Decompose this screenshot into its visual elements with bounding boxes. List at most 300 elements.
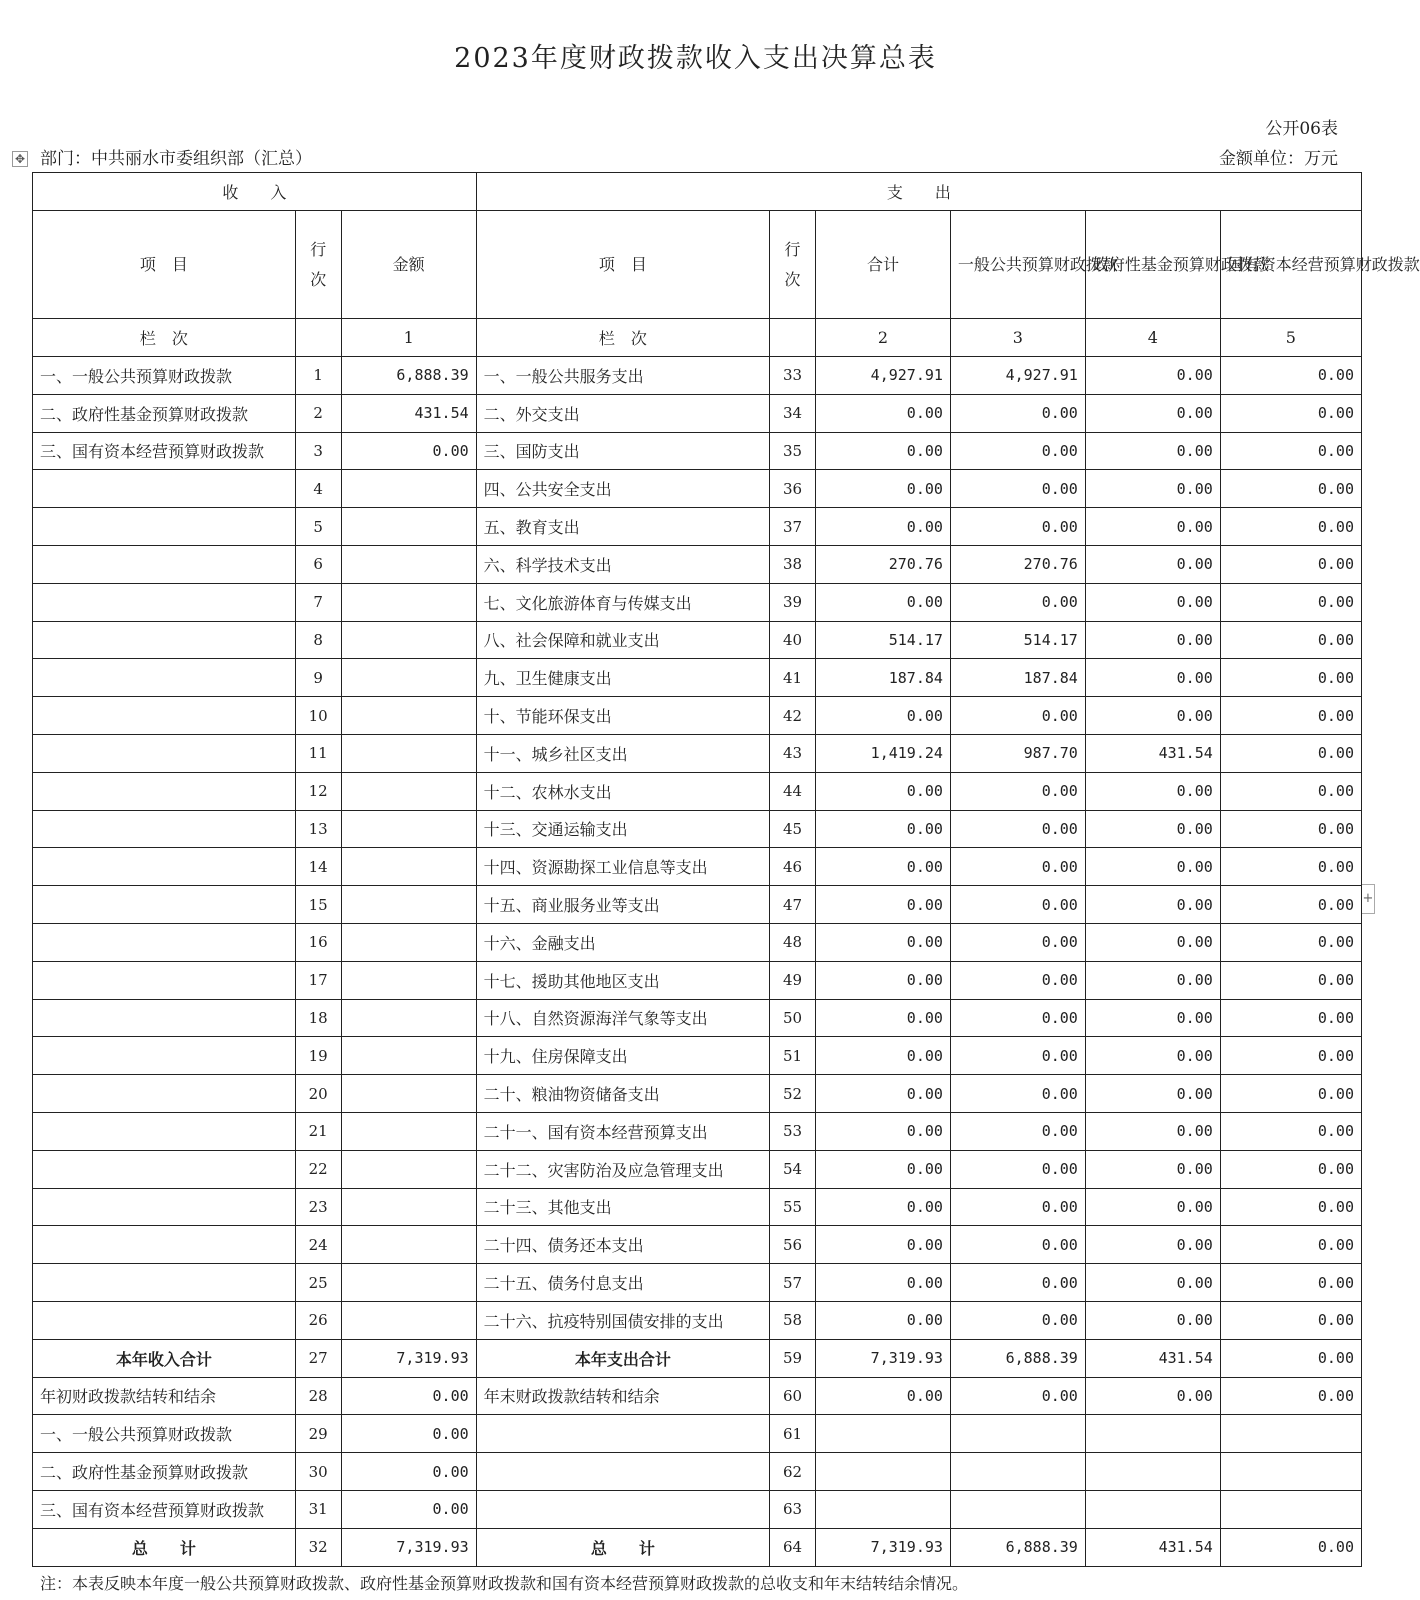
expense-item-cell: 年末财政拨款结转和结余 (476, 1377, 769, 1415)
income-amount-cell (341, 1226, 476, 1264)
income-amount-cell (341, 508, 476, 546)
expense-total-cell: 0.00 (816, 1301, 951, 1339)
income-amount-header: 金额 (341, 211, 476, 319)
income-row-no-cell: 30 (295, 1453, 341, 1491)
state-capital-cell: 0.00 (1220, 886, 1361, 924)
expense-total-cell: 0.00 (816, 508, 951, 546)
expense-total-cell: 0.00 (816, 470, 951, 508)
table-row (33, 583, 1362, 621)
general-budget-cell: 6,888.39 (950, 1528, 1085, 1566)
general-budget-cell: 0.00 (950, 432, 1085, 470)
expense-total-cell: 0.00 (816, 886, 951, 924)
gov-fund-cell (1085, 1415, 1220, 1453)
column-number-4: 4 (1085, 319, 1220, 357)
table-note: 注：本表反映本年度一般公共预算财政拨款、政府性基金预算财政拨款和国有资本经营预算财政拨款的总收支和年末结转结余情况。 (40, 1574, 969, 1593)
expense-total-cell: 0.00 (816, 1075, 951, 1113)
general-budget-cell: 187.84 (950, 659, 1085, 697)
column-number-row (33, 319, 1362, 357)
table-row (33, 848, 1362, 886)
expense-row-no-cell: 44 (770, 772, 816, 810)
income-item-cell (33, 583, 296, 621)
expense-total-cell: 0.00 (816, 999, 951, 1037)
income-item-cell (33, 508, 296, 546)
expense-total-cell: 0.00 (816, 961, 951, 999)
expense-total-cell: 0.00 (816, 810, 951, 848)
general-budget-cell: 0.00 (950, 583, 1085, 621)
income-item-cell: 二、政府性基金预算财政拨款 (33, 1453, 296, 1491)
income-item-cell (33, 1188, 296, 1226)
expense-item-cell: 十五、商业服务业等支出 (476, 886, 769, 924)
expense-total-cell: 0.00 (816, 432, 951, 470)
gov-fund-cell: 0.00 (1085, 1264, 1220, 1302)
income-row-no-cell: 24 (295, 1226, 341, 1264)
expense-item-cell: 四、公共安全支出 (476, 470, 769, 508)
expense-row-no-cell: 63 (770, 1490, 816, 1528)
income-column-label: 栏 次 (33, 319, 296, 357)
general-budget-cell: 0.00 (950, 1377, 1085, 1415)
income-amount-cell (341, 583, 476, 621)
income-item-cell (33, 621, 296, 659)
income-item-cell (33, 1150, 296, 1188)
state-capital-cell: 0.00 (1220, 545, 1361, 583)
state-capital-cell: 0.00 (1220, 1528, 1361, 1566)
income-item-cell: 三、国有资本经营预算财政拨款 (33, 432, 296, 470)
expense-item-cell: 十四、资源勘探工业信息等支出 (476, 848, 769, 886)
table-row (33, 1037, 1362, 1075)
expense-row-no-cell: 52 (770, 1075, 816, 1113)
income-row-no-cell: 25 (295, 1264, 341, 1302)
income-item-cell: 一、一般公共预算财政拨款 (33, 1415, 296, 1453)
state-capital-cell: 0.00 (1220, 1226, 1361, 1264)
expense-row-no-cell: 45 (770, 810, 816, 848)
income-row-no-cell: 13 (295, 810, 341, 848)
expense-row-no-cell: 46 (770, 848, 816, 886)
income-amount-cell (341, 810, 476, 848)
expense-total-cell: 0.00 (816, 1112, 951, 1150)
state-capital-cell: 0.00 (1220, 999, 1361, 1037)
income-amount-cell (341, 697, 476, 735)
state-capital-cell: 0.00 (1220, 772, 1361, 810)
expense-row-no-cell: 56 (770, 1226, 816, 1264)
expense-row-no-cell: 34 (770, 394, 816, 432)
expense-total-cell: 0.00 (816, 1264, 951, 1302)
expense-total-cell: 0.00 (816, 697, 951, 735)
income-item-cell (33, 1037, 296, 1075)
income-row-no-cell: 18 (295, 999, 341, 1037)
general-budget-cell: 0.00 (950, 697, 1085, 735)
income-row-no-cell: 14 (295, 848, 341, 886)
expense-total-cell: 0.00 (816, 848, 951, 886)
state-capital-cell: 0.00 (1220, 432, 1361, 470)
general-budget-cell: 0.00 (950, 394, 1085, 432)
state-capital-cell: 0.00 (1220, 470, 1361, 508)
general-budget-cell: 6,888.39 (950, 1339, 1085, 1377)
income-item-cell (33, 1264, 296, 1302)
table-row (33, 1415, 1362, 1453)
income-row-no-cell: 23 (295, 1188, 341, 1226)
gov-fund-cell: 0.00 (1085, 1037, 1220, 1075)
expense-total-cell: 1,419.24 (816, 734, 951, 772)
expense-total-cell: 0.00 (816, 923, 951, 961)
column-number-1: 1 (341, 319, 476, 357)
expense-row-no-cell: 51 (770, 1037, 816, 1075)
income-row-no-cell: 20 (295, 1075, 341, 1113)
expense-row-no-cell: 33 (770, 357, 816, 395)
page-title: 2023年度财政拨款收入支出决算总表 (454, 43, 937, 74)
expense-item-cell (476, 1453, 769, 1491)
state-capital-cell: 0.00 (1220, 1150, 1361, 1188)
state-capital-cell: 0.00 (1220, 1339, 1361, 1377)
income-row-no-cell: 5 (295, 508, 341, 546)
table-row (33, 1490, 1362, 1528)
state-capital-cell: 0.00 (1220, 734, 1361, 772)
state-capital-cell: 0.00 (1220, 357, 1361, 395)
income-item-cell (33, 886, 296, 924)
expense-item-cell: 五、教育支出 (476, 508, 769, 546)
expense-row-no-header: 行次 (770, 211, 816, 319)
expense-total-cell (816, 1490, 951, 1528)
gov-fund-cell: 0.00 (1085, 848, 1220, 886)
state-capital-cell: 0.00 (1220, 961, 1361, 999)
general-budget-cell: 0.00 (950, 1226, 1085, 1264)
gov-fund-cell: 0.00 (1085, 394, 1220, 432)
expense-row-no-cell: 59 (770, 1339, 816, 1377)
expense-item-cell: 九、卫生健康支出 (476, 659, 769, 697)
general-budget-cell: 0.00 (950, 772, 1085, 810)
expense-row-no-cell: 61 (770, 1415, 816, 1453)
income-item-cell: 一、一般公共预算财政拨款 (33, 357, 296, 395)
gov-fund-cell: 0.00 (1085, 961, 1220, 999)
general-budget-cell (950, 1415, 1085, 1453)
expense-total-cell: 270.76 (816, 545, 951, 583)
table-row (33, 961, 1362, 999)
income-amount-cell: 6,888.39 (341, 357, 476, 395)
expense-row-no-cell: 48 (770, 923, 816, 961)
expense-item-cell: 总 计 (476, 1528, 769, 1566)
income-amount-cell (341, 923, 476, 961)
state-capital-cell: 0.00 (1220, 394, 1361, 432)
expense-row-no-cell: 37 (770, 508, 816, 546)
state-capital-cell: 0.00 (1220, 1075, 1361, 1113)
income-amount-cell (341, 1075, 476, 1113)
expense-item-cell: 二十四、债务还本支出 (476, 1226, 769, 1264)
expense-row-no-cell: 40 (770, 621, 816, 659)
expense-row-no-cell: 58 (770, 1301, 816, 1339)
state-capital-cell: 0.00 (1220, 508, 1361, 546)
state-capital-cell: 0.00 (1220, 1112, 1361, 1150)
expense-row-no-cell: 42 (770, 697, 816, 735)
expense-item-cell: 二十三、其他支出 (476, 1188, 769, 1226)
income-amount-cell (341, 1301, 476, 1339)
income-row-no-cell: 8 (295, 621, 341, 659)
income-item-cell (33, 848, 296, 886)
income-item-cell: 年初财政拨款结转和结余 (33, 1377, 296, 1415)
unit-label: 金额单位：万元 (1219, 149, 1338, 169)
gov-fund-cell: 0.00 (1085, 772, 1220, 810)
income-amount-cell: 0.00 (341, 1453, 476, 1491)
expense-row-no-cell: 50 (770, 999, 816, 1037)
gov-fund-cell: 0.00 (1085, 1301, 1220, 1339)
expense-total-cell: 187.84 (816, 659, 951, 697)
income-item-cell (33, 1226, 296, 1264)
income-row-no-cell: 21 (295, 1112, 341, 1150)
expense-total-cell: 0.00 (816, 583, 951, 621)
expense-item-cell: 六、科学技术支出 (476, 545, 769, 583)
empty-cell (770, 319, 816, 357)
expense-item-cell: 十八、自然资源海洋气象等支出 (476, 999, 769, 1037)
income-item-cell (33, 772, 296, 810)
table-row (33, 1301, 1362, 1339)
income-item-cell: 二、政府性基金预算财政拨款 (33, 394, 296, 432)
income-amount-cell (341, 470, 476, 508)
expense-item-cell: 十二、农林水支出 (476, 772, 769, 810)
empty-cell (295, 319, 341, 357)
general-budget-cell: 0.00 (950, 1188, 1085, 1226)
income-row-no-cell: 28 (295, 1377, 341, 1415)
income-item-cell: 本年收入合计 (33, 1339, 296, 1377)
general-budget-cell: 0.00 (950, 470, 1085, 508)
income-item-cell (33, 470, 296, 508)
expense-row-no-cell: 41 (770, 659, 816, 697)
expense-row-no-cell: 55 (770, 1188, 816, 1226)
gov-fund-header: 政府性基金预算财政拨款 (1085, 211, 1220, 319)
income-amount-cell (341, 545, 476, 583)
state-capital-cell: 0.00 (1220, 659, 1361, 697)
expense-item-cell: 八、社会保障和就业支出 (476, 621, 769, 659)
income-item-cell (33, 810, 296, 848)
state-capital-cell (1220, 1490, 1361, 1528)
expense-item-cell: 三、国防支出 (476, 432, 769, 470)
income-amount-cell (341, 1150, 476, 1188)
state-capital-header: 国有资本经营预算财政拨款 (1220, 211, 1361, 319)
table-row (33, 1188, 1362, 1226)
income-row-no-cell: 22 (295, 1150, 341, 1188)
income-amount-cell: 7,319.93 (341, 1339, 476, 1377)
gov-fund-cell: 0.00 (1085, 697, 1220, 735)
income-amount-cell (341, 1037, 476, 1075)
add-column-icon[interactable]: + (1361, 884, 1375, 914)
state-capital-cell: 0.00 (1220, 848, 1361, 886)
general-budget-cell: 0.00 (950, 999, 1085, 1037)
income-row-no-cell: 19 (295, 1037, 341, 1075)
table-row (33, 734, 1362, 772)
income-amount-cell: 0.00 (341, 432, 476, 470)
general-budget-cell: 0.00 (950, 961, 1085, 999)
table-row (33, 470, 1362, 508)
gov-fund-cell: 0.00 (1085, 1075, 1220, 1113)
expense-item-cell: 二十六、抗疫特别国债安排的支出 (476, 1301, 769, 1339)
gov-fund-cell: 0.00 (1085, 1150, 1220, 1188)
expense-total-cell (816, 1415, 951, 1453)
general-budget-cell: 0.00 (950, 886, 1085, 924)
expense-row-no-cell: 36 (770, 470, 816, 508)
income-amount-cell (341, 848, 476, 886)
expense-row-no-cell: 53 (770, 1112, 816, 1150)
table-row (33, 923, 1362, 961)
expense-row-no-cell: 35 (770, 432, 816, 470)
state-capital-cell: 0.00 (1220, 697, 1361, 735)
gov-fund-cell: 0.00 (1085, 508, 1220, 546)
income-amount-cell (341, 621, 476, 659)
income-amount-cell (341, 961, 476, 999)
income-amount-cell (341, 1112, 476, 1150)
gov-fund-cell: 0.00 (1085, 432, 1220, 470)
income-amount-cell (341, 999, 476, 1037)
income-item-cell: 三、国有资本经营预算财政拨款 (33, 1490, 296, 1528)
expense-item-cell: 二、外交支出 (476, 394, 769, 432)
income-row-no-cell: 12 (295, 772, 341, 810)
table-row (33, 1112, 1362, 1150)
expense-item-cell: 一、一般公共服务支出 (476, 357, 769, 395)
gov-fund-cell: 0.00 (1085, 1226, 1220, 1264)
expense-item-cell: 二十一、国有资本经营预算支出 (476, 1112, 769, 1150)
income-item-cell (33, 697, 296, 735)
income-row-no-cell: 26 (295, 1301, 341, 1339)
expense-total-cell: 4,927.91 (816, 357, 951, 395)
general-budget-cell: 0.00 (950, 1150, 1085, 1188)
general-budget-cell (950, 1490, 1085, 1528)
expense-row-no-cell: 57 (770, 1264, 816, 1302)
table-row (33, 1377, 1362, 1415)
income-row-no-cell: 15 (295, 886, 341, 924)
gov-fund-cell: 0.00 (1085, 659, 1220, 697)
expense-item-cell: 二十五、债务付息支出 (476, 1264, 769, 1302)
group-header-row (33, 173, 1362, 211)
income-row-no-cell: 29 (295, 1415, 341, 1453)
income-item-cell (33, 1301, 296, 1339)
expense-item-cell: 十九、住房保障支出 (476, 1037, 769, 1075)
column-number-3: 3 (950, 319, 1085, 357)
table-row (33, 1453, 1362, 1491)
expense-total-cell (816, 1453, 951, 1491)
general-budget-cell: 987.70 (950, 734, 1085, 772)
general-budget-cell: 0.00 (950, 1075, 1085, 1113)
income-group-header: 收 入 (33, 173, 477, 211)
expense-total-cell: 7,319.93 (816, 1528, 951, 1566)
income-item-cell (33, 923, 296, 961)
gov-fund-cell: 0.00 (1085, 545, 1220, 583)
table-row (33, 999, 1362, 1037)
expense-total-cell: 0.00 (816, 1226, 951, 1264)
state-capital-cell: 0.00 (1220, 923, 1361, 961)
expense-row-no-cell: 49 (770, 961, 816, 999)
income-amount-cell: 0.00 (341, 1490, 476, 1528)
general-budget-cell: 0.00 (950, 810, 1085, 848)
income-row-no-cell: 11 (295, 734, 341, 772)
table-row (33, 1226, 1362, 1264)
income-amount-cell (341, 886, 476, 924)
income-row-no-cell: 4 (295, 470, 341, 508)
expense-item-cell: 二十、粮油物资储备支出 (476, 1075, 769, 1113)
income-row-no-cell: 16 (295, 923, 341, 961)
gov-fund-cell: 0.00 (1085, 1188, 1220, 1226)
gov-fund-cell: 0.00 (1085, 923, 1220, 961)
expense-total-cell: 0.00 (816, 1037, 951, 1075)
expense-item-cell: 十六、金融支出 (476, 923, 769, 961)
income-item-cell (33, 961, 296, 999)
expense-item-cell: 十一、城乡社区支出 (476, 734, 769, 772)
income-row-no-cell: 17 (295, 961, 341, 999)
expense-row-no-cell: 64 (770, 1528, 816, 1566)
income-row-no-cell: 7 (295, 583, 341, 621)
expense-row-no-cell: 43 (770, 734, 816, 772)
general-budget-cell: 514.17 (950, 621, 1085, 659)
income-row-no-cell: 2 (295, 394, 341, 432)
expense-row-no-cell: 60 (770, 1377, 816, 1415)
table-row (33, 508, 1362, 546)
state-capital-cell: 0.00 (1220, 810, 1361, 848)
table-row (33, 659, 1362, 697)
gov-fund-cell (1085, 1490, 1220, 1528)
expense-item-cell: 十三、交通运输支出 (476, 810, 769, 848)
income-amount-cell (341, 659, 476, 697)
income-amount-cell: 431.54 (341, 394, 476, 432)
income-item-cell: 总 计 (33, 1528, 296, 1566)
state-capital-cell (1220, 1415, 1361, 1453)
expense-total-header: 合计 (816, 211, 951, 319)
general-budget-cell: 0.00 (950, 848, 1085, 886)
income-row-no-cell: 9 (295, 659, 341, 697)
income-item-cell (33, 999, 296, 1037)
gov-fund-cell: 0.00 (1085, 621, 1220, 659)
expense-total-cell: 0.00 (816, 1377, 951, 1415)
general-budget-header: 一般公共预算财政拨款 (950, 211, 1085, 319)
general-budget-cell: 0.00 (950, 1112, 1085, 1150)
expense-item-cell (476, 1490, 769, 1528)
general-budget-cell: 0.00 (950, 1264, 1085, 1302)
table-row (33, 357, 1362, 395)
table-row (33, 1264, 1362, 1302)
income-amount-cell: 0.00 (341, 1415, 476, 1453)
table-row (33, 697, 1362, 735)
expense-row-no-cell: 39 (770, 583, 816, 621)
income-amount-cell: 0.00 (341, 1377, 476, 1415)
gov-fund-cell: 0.00 (1085, 999, 1220, 1037)
column-number-2: 2 (816, 319, 951, 357)
income-row-no-cell: 1 (295, 357, 341, 395)
gov-fund-cell: 0.00 (1085, 810, 1220, 848)
expense-total-cell: 7,319.93 (816, 1339, 951, 1377)
table-row (33, 394, 1362, 432)
income-row-no-cell: 32 (295, 1528, 341, 1566)
expense-total-cell: 0.00 (816, 394, 951, 432)
income-item-cell (33, 1112, 296, 1150)
state-capital-cell: 0.00 (1220, 1377, 1361, 1415)
gov-fund-cell: 431.54 (1085, 1528, 1220, 1566)
table-move-handle-icon[interactable]: ✥ (12, 151, 28, 167)
column-number-5: 5 (1220, 319, 1361, 357)
gov-fund-cell: 431.54 (1085, 1339, 1220, 1377)
income-row-no-cell: 6 (295, 545, 341, 583)
income-row-no-cell: 31 (295, 1490, 341, 1528)
gov-fund-cell: 0.00 (1085, 886, 1220, 924)
table-row (33, 1075, 1362, 1113)
state-capital-cell: 0.00 (1220, 1301, 1361, 1339)
general-budget-cell: 4,927.91 (950, 357, 1085, 395)
general-budget-cell (950, 1453, 1085, 1491)
income-row-no-cell: 3 (295, 432, 341, 470)
expense-total-cell: 0.00 (816, 1150, 951, 1188)
general-budget-cell: 0.00 (950, 1301, 1085, 1339)
income-row-no-cell: 10 (295, 697, 341, 735)
expense-item-header: 项 目 (476, 211, 769, 319)
income-amount-cell (341, 772, 476, 810)
income-amount-cell (341, 734, 476, 772)
income-item-header: 项 目 (33, 211, 296, 319)
income-row-no-cell: 27 (295, 1339, 341, 1377)
income-item-cell (33, 545, 296, 583)
general-budget-cell: 0.00 (950, 508, 1085, 546)
